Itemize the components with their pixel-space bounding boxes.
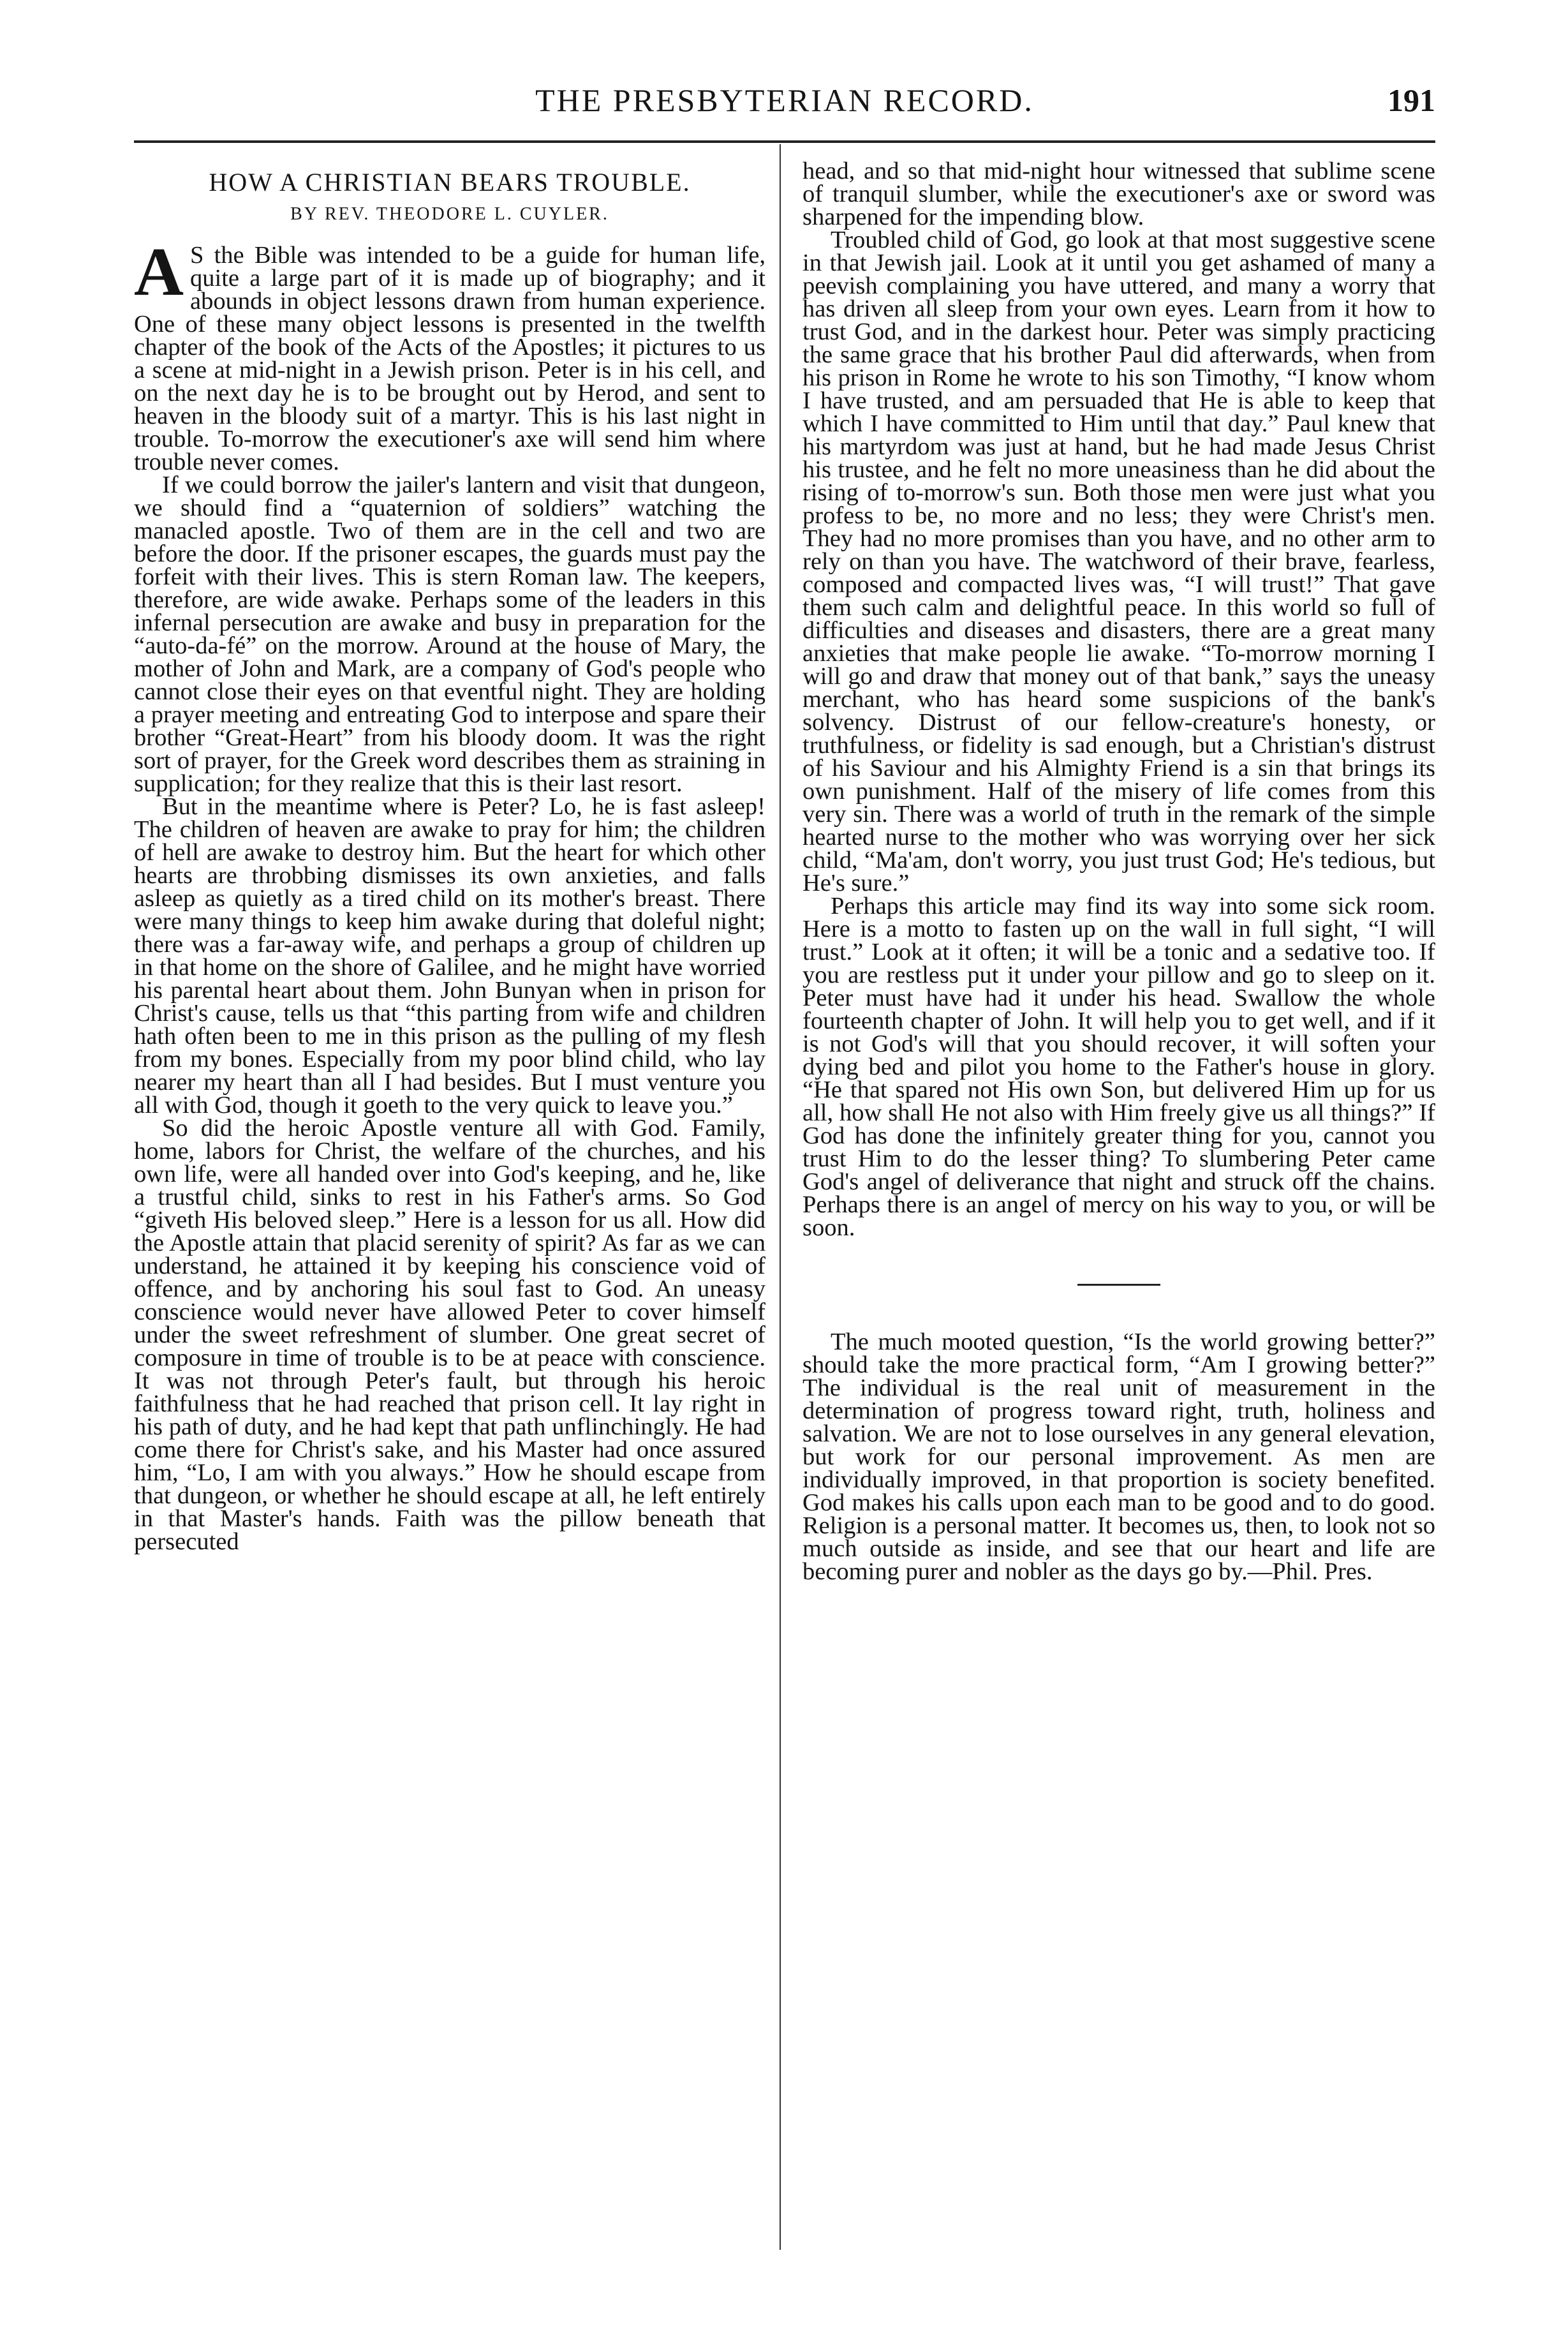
left-column bbox=[134, 160, 766, 1553]
article-paragraph: Troubled child of God, go look at that most suggestive scene in that Jewish jail. Look at it until you get ashamed of many a peevish complaining you have uttered, and many a worry that has driven all sleep from your own eyes. Learn from it how to trust God, and in the darkest hour. Peter was simply practicing the same grace that his brother Paul did afterwards, when from his prison in Rome he wrote to his son Timothy, “I know whom I have trusted, and am persuaded that He is able to keep that which I have committed to Him until that day.” Paul knew that his martyrdom was just at hand, but he had made Jesus Christ his trustee, and he felt no more uneasiness than he did about the rising of to-morrow's sun. Both those men were just what you profess to be, no more and no less; they were Christ's men. They had no more promises than you have, and no other arm to rely on than you have. The watchword of their brave, fearless, composed and compacted lives was, “I will trust!” That gave them such calm and delightful peace. In this world so full of difficulties and diseases and disasters, there are a great many anxieties that make people lie awake. “To-morrow morning I will go and draw that money out of that bank,” says the uneasy merchant, who has heard some suspicions of the bank's solvency. Distrust of our fellow-creature's honesty, or truthfulness, or fidelity is sad enough, but a Christian's distrust of his Saviour and his Almighty Friend is a sin that brings its own punishment. Half of the misery of life comes from this very sin. There was a world of truth in the remark of the simple hearted nurse to the mother who was worrying over her sick child, “Ma'am, don't worry, you just trust God; He's tedious, but He's sure.” bbox=[802, 227, 1435, 897]
section-separator bbox=[1077, 1284, 1160, 1286]
article-paragraph: So did the heroic Apostle venture all with God. Family, home, labors for Christ, the welfare of the churches, and his own life, were all handed over into God's keeping, and he, like a trustful child, sinks to rest in his Father's arms. So God “giveth His beloved sleep.” Here is a lesson for us all. How did the Apostle attain that placid serenity of spirit? As far as we can understand, he attained it by keeping his conscience void of offence, and by anchoring his soul fast to God. An uneasy conscience would never have allowed Peter to cover himself under the sweet refreshment of slumber. One great secret of composure in time of trouble is to be at peace with conscience. It was not through Peter's fault, but through his heroic faithfulness that he had reached that prison cell. It lay right in his path of duty, and he had kept that path unflinchingly. He had come there for Christ's sake, and his Master had once assured him, “Lo, I am with you always.” How he should escape from that dungeon, or whether he should escape at all, he left entirely in that Master's hands. Faith was the pillow beneath that persecuted bbox=[134, 1115, 766, 1555]
article-paragraph: head, and so that mid-night hour witnessed that sublime scene of tranquil slumber, while the executioner's axe or sword was sharpened for the impending blow. bbox=[802, 158, 1435, 230]
running-head: THE PRESBYTERIAN RECORD. bbox=[535, 82, 1034, 118]
header-rule bbox=[134, 140, 1435, 143]
page-number: 191 bbox=[1387, 82, 1435, 118]
column-divider bbox=[780, 144, 781, 2250]
article-paragraph: Perhaps this article may find its way into some sick room. Here is a motto to fasten up on the wall in full sight, “I will trust.” Look at it often; it will be a tonic and a sedative too. If you are restless put it under your pillow and go to sleep on it. Peter must have had it under his head. Swallow the whole fourteenth chapter of John. It will help you to get well, and if it is not God's will that you should recover, it will soften your dying bed and pilot you home to the Father's house in glory. “He that spared not His own Son, but delivered Him up for us all, how shall He not also with Him freely give us all things?” If God has done the infinitely greater thing for you, cannot you trust Him to do the lesser thing? To slumbering Peter came God's angel of deliverance that night and struck off the chains. Perhaps there is an angel of mercy on his way to you, or will be soon. bbox=[802, 893, 1435, 1241]
page-header bbox=[134, 75, 1435, 126]
article-paragraph: A S the Bible was intended to be a guide for human life, quite a large part of it is made up of biography; and it abounds in object lessons drawn from human experience. One of these many object lessons is presented in the twelfth chapter of the book of the Acts of the Apostles; it pictures to us a scene at mid-night in a Jewish prison. Peter is in his cell, and on the next day he is to be brought out by Herod, and sent to heaven in the bloody suit of a martyr. This is his last night in trouble. To-morrow the executioner's axe will send him where trouble never comes. bbox=[134, 234, 766, 475]
article-paragraph: But in the meantime where is Peter? Lo, he is fast asleep! The children of heaven are awake to pray for him; the children of hell are awake to destroy him. But the heart for which other hearts are throbbing dismisses its own anxieties, and falls asleep as quietly as a tired child on its mother's breast. There were many things to keep him awake during that doleful night; there was a far-away wife, and perhaps a group of children up in that home on the shore of Galilee, and he might have worried his parental heart about them. John Bunyan when in prison for Christ's cause, tells us that “this parting from wife and children hath often been to me in this prison as the pulling of my flesh from my bones. Especially from my poor blind child, who lay nearer my heart than all I had besides. But I must venture you all with God, though it goeth to the very quick to leave you.” bbox=[134, 793, 766, 1119]
article-title: HOW A CHRISTIAN BEARS TROUBLE. bbox=[209, 168, 691, 197]
article-byline: BY REV. THEODORE L. CUYLER. bbox=[290, 204, 609, 224]
drop-cap: A bbox=[134, 234, 184, 310]
right-column bbox=[802, 160, 1435, 1583]
article-paragraph: If we could borrow the jailer's lantern and visit that dungeon, we should find a “quaternion of soldiers” watching the manacled apostle. Two of them are in the cell and two are before the door. If the prisoner escapes, the guards must pay the forfeit with their lives. This is stern Roman law. The keepers, therefore, are wide awake. Perhaps some of the leaders in this infernal persecution are awake and busy in preparation for the “auto-da-fé” on the morrow. Around at the house of Mary, the mother of John and Mark, are a company of God's people who cannot close their eyes on that eventful night. They are holding a prayer meeting and entreating God to interpose and spare their brother “Great-Heart” from his bloody doom. It was the right sort of prayer, for the Greek word describes them as straining in supplication; for they realize that this is their last resort. bbox=[134, 472, 766, 797]
extract-paragraph: The much mooted question, “Is the world growing better?” should take the more practical form, “Am I growing better?” The individual is the real unit of measurement in the determination of progress toward right, truth, holiness and salvation. We are not to lose ourselves in any general elevation, but work for our personal improvement. As men are individually improved, in that proportion is society benefited. God makes his calls upon each man to be good and to do good. Religion is a personal matter. It becomes us, then, to look not so much outside as inside, and see that our heart and life are becoming purer and nobler as the days go by.—Phil. Pres. bbox=[802, 1328, 1435, 1585]
